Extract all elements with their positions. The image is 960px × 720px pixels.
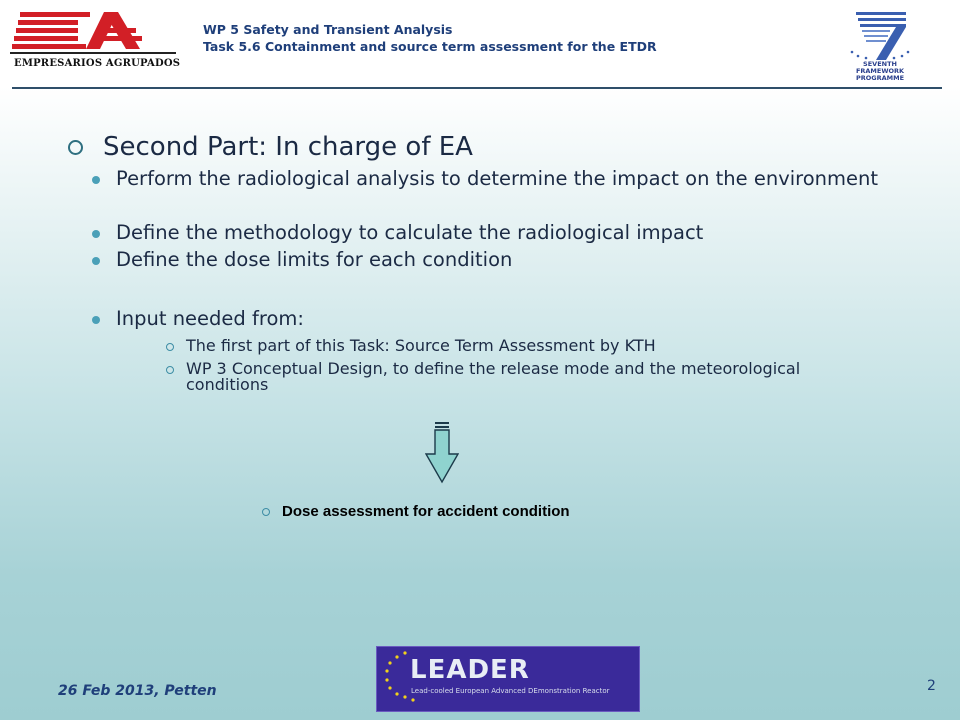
dot-bullet-icon <box>92 176 100 184</box>
ring-bullet-icon <box>166 366 174 374</box>
result-text: Dose assessment for accident condition <box>282 503 570 520</box>
sub-bullet-text: The first part of this Task: Source Term Assessment by KTH <box>186 336 656 355</box>
dot-bullet-icon <box>92 230 100 238</box>
ring-bullet-icon <box>262 508 270 516</box>
bullet-text: Perform the radiological analysis to determine the impact on the environment <box>116 167 879 190</box>
dose-assessment-result <box>262 503 570 520</box>
main-heading <box>68 132 473 162</box>
bullet-item <box>116 249 906 271</box>
header-titles <box>203 21 657 55</box>
leader-title: LEADER <box>410 655 530 685</box>
dot-bullet-icon <box>92 316 100 324</box>
fp7-caption <box>838 61 922 82</box>
bullet-text: Define the dose limits for each condition <box>116 248 513 271</box>
task-title: Task 5.6 Containment and source term assessment for the ETDR <box>203 39 657 54</box>
leader-subtitle: Lead-cooled European Advanced DEmonstration Reactor <box>411 687 610 695</box>
ring-bullet-icon <box>68 140 83 155</box>
fp7-line2: PROGRAMME <box>855 74 905 82</box>
bullet-item <box>116 222 906 244</box>
empresarios-agrupados-logo <box>8 8 181 72</box>
fp7-seven-icon <box>836 8 924 64</box>
bullet-text: Input needed from: <box>116 307 304 330</box>
heading-text: Second Part: In charge of EA <box>103 132 473 162</box>
fp7-line1: SEVENTH FRAMEWORK <box>855 60 905 75</box>
sub-bullet-item <box>186 338 846 354</box>
ring-bullet-icon <box>166 343 174 351</box>
bullet-item <box>116 168 906 190</box>
slide-header <box>0 0 960 90</box>
down-arrow-icon <box>425 422 459 484</box>
work-package-title: WP 5 Safety and Transient Analysis <box>203 22 453 37</box>
company-name: EMPRESARIOS AGRUPADOS <box>14 58 181 69</box>
dot-bullet-icon <box>92 257 100 265</box>
bullet-text: Define the methodology to calculate the radiological impact <box>116 221 704 244</box>
bullet-item <box>116 308 906 330</box>
footer-date-place: 26 Feb 2013, Petten <box>58 683 217 699</box>
leader-project-logo <box>376 646 640 712</box>
ea-logo-mark <box>8 8 178 56</box>
page-number: 2 <box>927 678 936 694</box>
header-divider <box>12 87 942 89</box>
sub-bullet-text: WP 3 Conceptual Design, to define the release mode and the meteorological conditions <box>186 359 801 394</box>
sub-bullet-item <box>186 361 846 393</box>
